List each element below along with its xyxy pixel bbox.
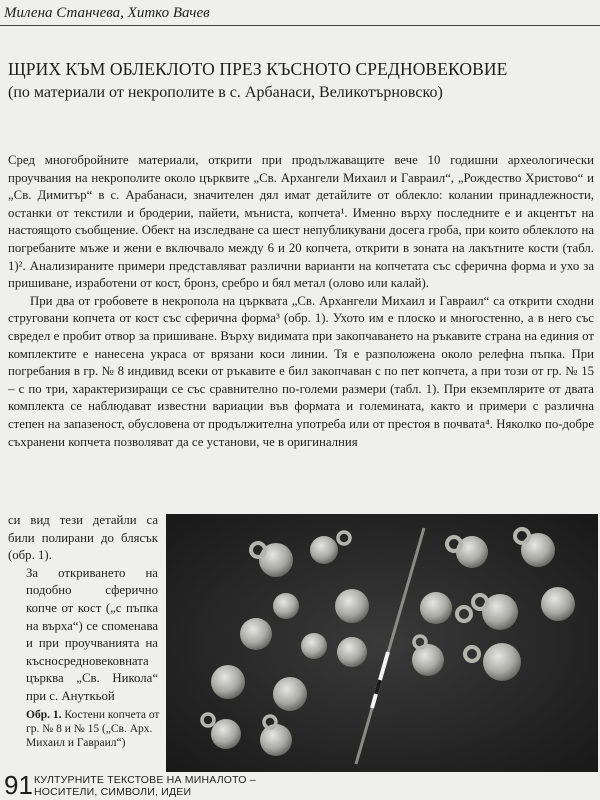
page-number: 91 (4, 770, 33, 800)
article-body (8, 152, 594, 451)
article-subtitle: (по материали от некрополите в с. Арбанаси, Великотърновско) (8, 84, 443, 101)
article-title: ЩРИХ КЪМ ОБЛЕКЛОТО ПРЕЗ КЪСНОТО СРЕДНОВЕКОВИЕ (8, 59, 508, 79)
running-header-authors: Милена Станчева, Хитко Вачев (0, 0, 600, 26)
bone-buttons-photo (166, 514, 598, 772)
body-paragraph-1: Сред многобройните материали, открити при продължаващите вече 10 годишни археологически проучвания на некрополите около църквите „Св. Архангели Михаил и Гавраил“, „Рождество Христово“ и „Св. Димитър“ в с. Арабанаси, значителен дял имат детайлите от облекло: колании принадлежности, останки от текстили и бродерии, пайети, мъниста, копчета¹. Именно върху последните е и акцентът на настоящото съобщение. Обект на изследване са шест непубликувани досега гроба, при които облеклото на погребаните мъже и жени е включвало между 6 и 20 копчета, открити в зоната на лакътните кости (табл. 1)². Анализираните примери представляват различни варианти на копчетата със сферична форма и ухо за пришиване, изработени от кост, бронз, сребро и бял метал (олово или калай). (8, 153, 594, 291)
series-title-line-2: НОСИТЕЛИ, СИМВОЛИ, ИДЕИ (34, 786, 192, 798)
paragraph-2-continuation: си вид тези детайли са били полирани до блясък (обр. 1). (8, 513, 158, 563)
figure-label: Обр. 1. (26, 709, 62, 721)
page-footer (4, 770, 600, 800)
figure-1-photo (166, 514, 598, 772)
figure-1-caption (26, 708, 166, 750)
body-paragraph-3: За откриването на подобно сферично копче от кост („с пъпка на върха“) се споменава и при проучванията на късносредновековната църква „Св. Никола“ при с. Ануткьой (26, 565, 158, 703)
series-title (34, 774, 256, 798)
series-title-line-1: КУЛТУРНИТЕ ТЕКСТОВЕ НА МИНАЛОТО – (34, 774, 256, 786)
figure-caption-text: Костени копчета от гр. № 8 и № 15 („Св. Арх. Михаил и Гавраил“) (26, 709, 160, 749)
narrow-text-column (8, 512, 158, 706)
body-paragraph-2: При два от гробовете в некропола на църквата „Св. Архангели Михаил и Гавраил“ са открити сходни струговани копчета от кост със сферична форма³ (обр. 1). Ухото им е плоско и многостенно, а в него със свредел е пробит отвор за пришиване. Върху видимата при закопчаването на ръкавите страна на единия от комплектите е нанесена украса от врязани коси линии. Тя е разположена около релефна пъпка. При погребания в гр. № 8 индивид всеки от ръкавите е бил закопчаван с по пет копчета, а при този от гр. № 15 – с по три, характеризиращи се със сравнително по-големи размери (табл. 1). При екземплярите от двата комплекта се наблюдават известни вариации във формата и големината, както и примери с различна степен на запазеност, обусловена от продължителна употреба или от престоя в почвата⁴. Няколко по-добре съхранени копчета позволяват да се установи, че в оригиналния (8, 293, 594, 449)
